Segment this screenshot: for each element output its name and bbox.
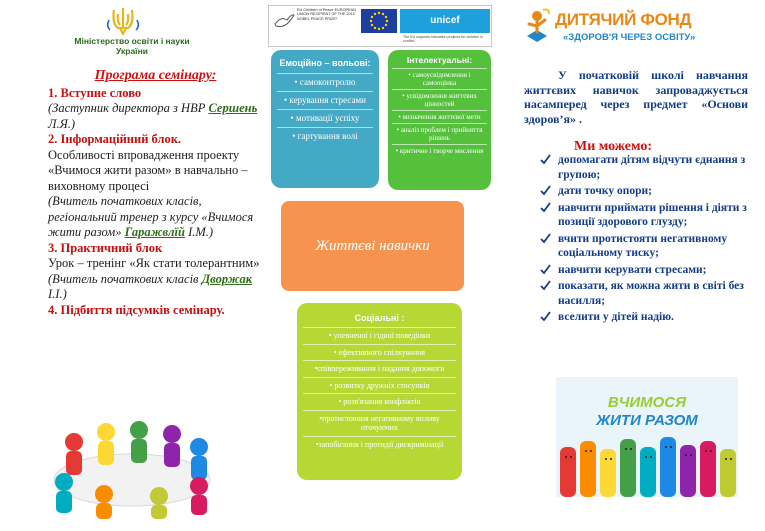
partners-caption: The EU supports education projects for children in conflict. [403, 35, 483, 43]
list-item: •запобігання і протидії дискримінації [303, 436, 456, 453]
program-item-body: Урок – тренінг «Як стати толерантним» [48, 256, 260, 270]
ministry-name: Міністерство освіти і науки України [74, 36, 190, 56]
program-item-speaker: (Заступник директора з НВР Сершень Л.Я.) [48, 101, 258, 131]
list-item: допомагати дітям відчути єднання з групою; [540, 153, 755, 182]
list-item: • гартування волі [277, 127, 373, 145]
list-item: вчити протистояти негативному соціальному тиску; [540, 232, 755, 261]
we-can-title: Ми можемо: [574, 139, 652, 154]
program-item [48, 303, 273, 319]
fund-subtitle: «ЗДОРОВ'Я ЧЕРЕЗ ОСВІТУ» [563, 32, 696, 43]
round-table-meeting-image [34, 402, 229, 520]
fund-title: ДИТЯЧИЙ ФОНД [555, 10, 692, 29]
program-item-heading: 4. Підбиття підсумків семінару. [48, 302, 225, 317]
check-icon [540, 202, 551, 213]
emotional-skills-card [271, 50, 379, 188]
check-icon [540, 154, 551, 165]
eu-children-of-peace-logo: EU Children of Peace EUROPEAN UNION RECIPIENT OF THE 2012 NOBEL PEACE PRIZE* [271, 8, 359, 44]
list-item: •співпереживання і надання допомоги [303, 360, 456, 377]
card-title: Інтелектуальні: [406, 55, 473, 65]
program-item-heading: 3. Практичний блок [48, 240, 163, 255]
speaker-name: Гаражвлїй [124, 225, 185, 239]
check-icon [540, 264, 551, 275]
banner-line-2: ЖИТИ РАЗОМ [596, 412, 698, 429]
intro-paragraph: У початковій школі навчання життєвих навичок запроваджується насамперед через предмет «Основи здоров’я» . [524, 68, 748, 126]
list-item: навчити приймати рішення і діяти з позиції здорового глузду; [540, 201, 755, 230]
we-can-list [540, 153, 755, 327]
intellectual-skills-list [392, 68, 487, 157]
speaker-name: Дворжак [201, 271, 253, 286]
program-item [48, 132, 273, 241]
list-item: • упевненої і гідної поведінки [303, 327, 456, 344]
list-item: показати, як можна жити в світі без насилля; [540, 279, 755, 308]
list-item: вселити у дітей надію. [540, 310, 755, 325]
list-item: • визначення життєвої мети [392, 110, 487, 123]
card-title: Соціальні : [354, 313, 405, 323]
intellectual-skills-card [388, 50, 491, 190]
child-book-icon [523, 6, 551, 46]
program-item [48, 86, 273, 133]
speaker-name: Сершень [208, 101, 258, 115]
list-item: •протистояння негативному впливу оточуючих [303, 410, 456, 436]
list-item: • самоусвідомлення і самооцінка [392, 68, 487, 89]
dove-icon [273, 12, 295, 30]
emotional-skills-list [277, 73, 373, 145]
list-item: • усвідомлення життєвих цінностей [392, 89, 487, 110]
list-item: • самоконтролю [277, 73, 373, 91]
children-fund-logo [523, 6, 723, 48]
check-icon [540, 233, 551, 244]
list-item: • аналіз проблем і прийняття рішень [392, 123, 487, 144]
program-item-body: Особливості впровадження проекту «Вчимося жити разом» в навчально – виховному процесі [48, 147, 248, 193]
trident-emblem-icon [106, 6, 140, 36]
learning-to-live-together-banner [556, 377, 738, 497]
check-icon [540, 280, 551, 291]
seminar-program [48, 68, 273, 318]
list-item: • ефективного спілкування [303, 344, 456, 361]
list-item: навчити керувати стресами; [540, 263, 755, 278]
program-item-speaker: (Вчитель початкових класів Дворжак І.І.) [48, 271, 253, 301]
ministry-logo [62, 6, 202, 62]
program-item-speaker: (Вчитель початкових класів, регіональний тренер з курсу «Вчимося жити разом» Гаражвлїй І.М.) [48, 194, 254, 239]
partners-logos [268, 5, 492, 47]
banner-line-1: ВЧИМОСЯ [607, 394, 687, 411]
program-title: Програма семінару: [94, 68, 217, 83]
card-title: Емоційно – вольові: [279, 58, 371, 68]
unicef-logo: unicef [400, 9, 490, 33]
program-item-heading: 2. Інформаційний блок. [48, 132, 182, 146]
social-skills-card [297, 303, 462, 480]
list-item: дати точку опори; [540, 184, 755, 199]
list-item: • розв'язання конфліктів [303, 393, 456, 410]
list-item: • керування стресами [277, 91, 373, 109]
list-item: • критичне і творче мислення [392, 144, 487, 157]
eu-flag-icon [361, 9, 397, 33]
check-icon [540, 185, 551, 196]
social-skills-list [303, 327, 456, 452]
program-item-heading: 1. Вступне слово [48, 85, 142, 100]
list-item: • розвитку дружніх стосунків [303, 377, 456, 394]
life-skills-center-card [281, 201, 464, 291]
check-icon [540, 311, 551, 322]
list-item: • мотивації успіху [277, 109, 373, 127]
life-skills-title: Життєві навички [315, 238, 430, 254]
program-item [48, 241, 273, 303]
